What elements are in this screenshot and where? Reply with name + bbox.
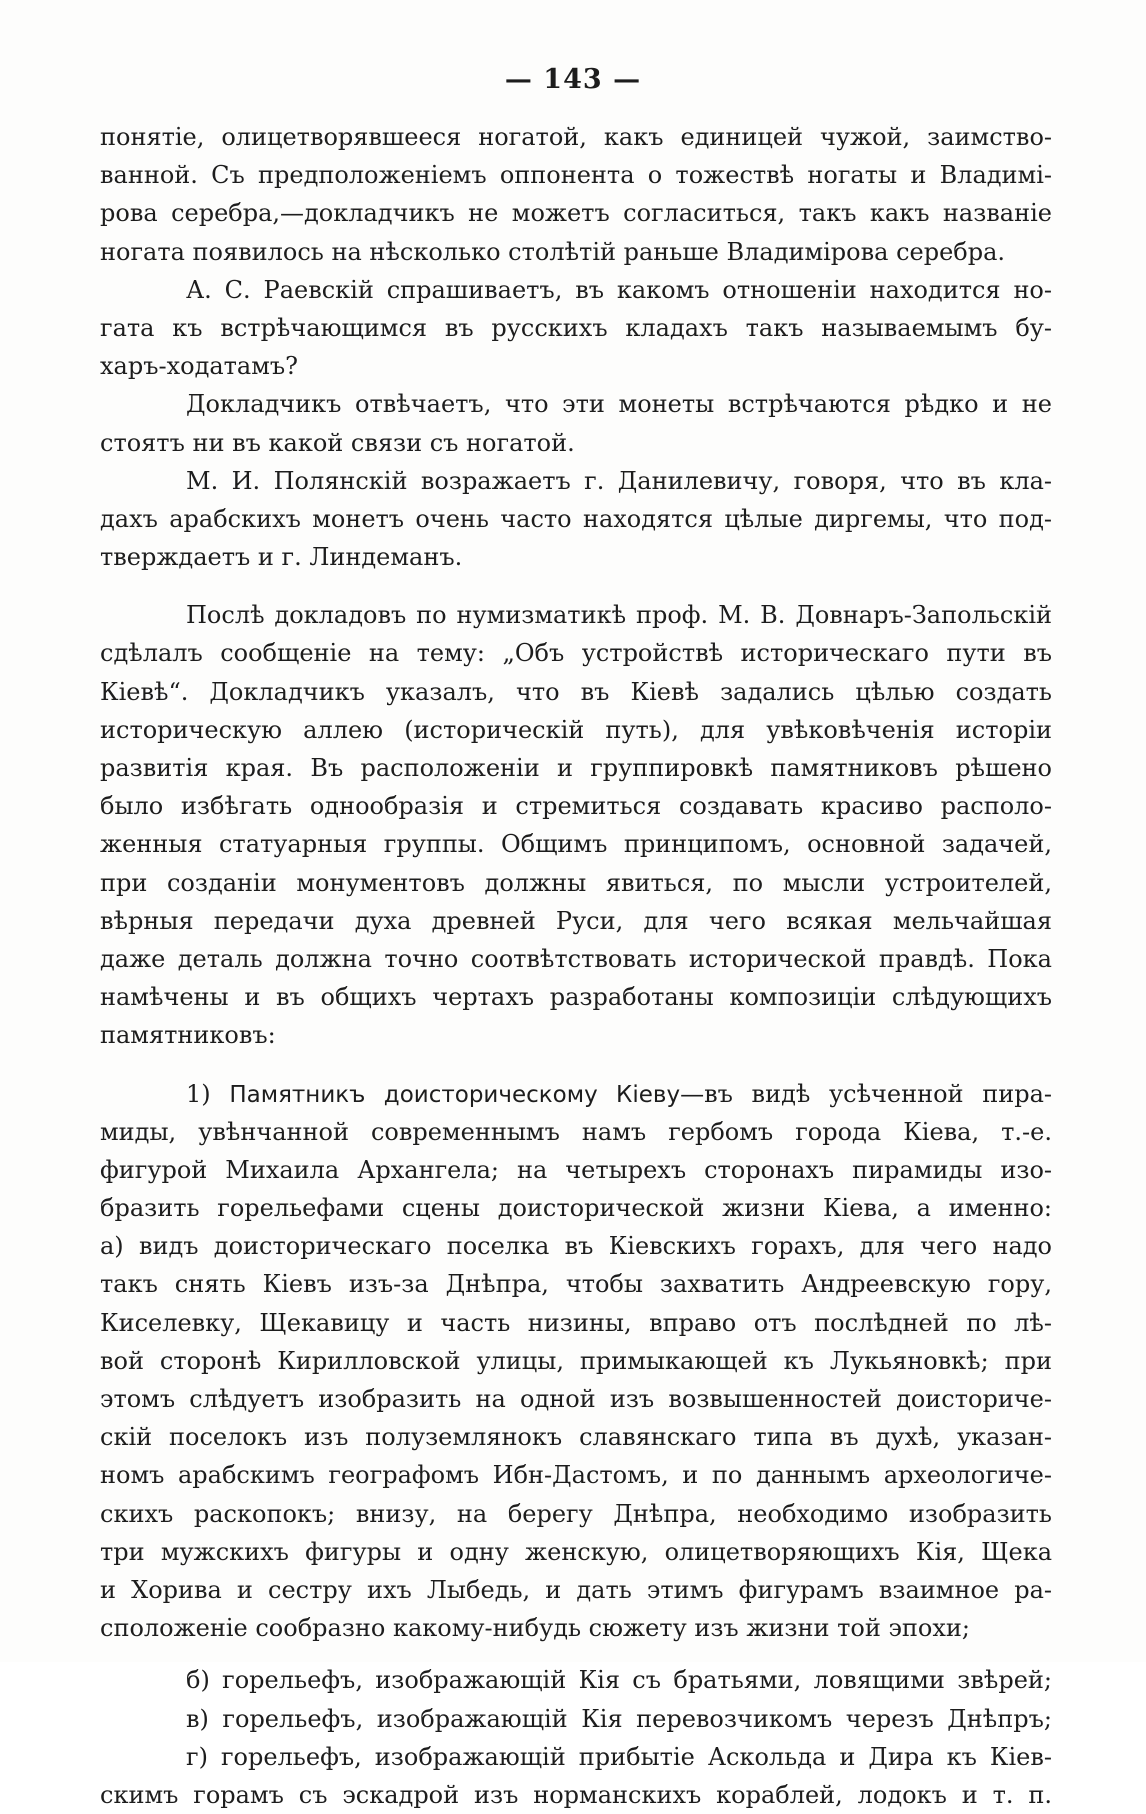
text-line: даже деталь должна точно соотвѣтствовать исторической правдѣ. Пока (100, 944, 1052, 973)
text-line: дахъ арабскихъ монетъ очень часто находятся цѣлые диргемы, что под- (100, 504, 1052, 533)
text-line: сположеніе сообразно какому-нибудь сюжету изъ жизни той эпохи; (100, 1614, 970, 1643)
text-line: этомъ слѣдуетъ изобразить на одной изъ возвышенностей доисториче- (100, 1385, 1052, 1413)
item-number: 1) (186, 1079, 230, 1108)
text-line: М. И. Полянскій возражаетъ г. Данилевичу, говоря, что въ кла- (186, 466, 1052, 495)
text-line: вѣрныя передачи духа древней Руси, для чего всякая мельчайшая (100, 906, 1052, 935)
monument-title: Памятникъ доисторическому Кіеву (229, 1081, 681, 1108)
text-line: такъ снять Кіевъ изъ-за Днѣпра, чтобы захватить Андреевскую гору, (100, 1270, 1052, 1299)
text-line: Кіевѣ“. Докладчикъ указалъ, что въ Кіевѣ задались цѣлью создать (100, 677, 1052, 706)
text-line: Киселевку, Щекавицу и часть низины, вправо отъ послѣдней по лѣ- (100, 1308, 1052, 1337)
text-line: было избѣгать однообразія и стремиться создавать красиво располо- (100, 792, 1052, 821)
text-line: женныя статуарныя группы. Общимъ принципомъ, основной задачей, (100, 830, 1052, 859)
text-line: фигурой Михаила Архангела; на четырехъ сторонахъ пирамиды изо- (100, 1155, 1052, 1184)
text-line: при созданіи монументовъ должны явиться, по мысли устроителей, (100, 868, 1052, 897)
text-line: б) горельефъ, изображающій Кія съ братьями, ловящими звѣрей; (186, 1666, 1052, 1695)
text-line: Докладчикъ отвѣчаетъ, что эти монеты встрѣчаются рѣдко и не (186, 390, 1052, 419)
text-line: понятіе, олицетворявшееся ногатой, какъ единицей чужой, заимство- (100, 123, 1052, 151)
text-line: намѣчены и въ общихъ чертахъ разработаны композиціи слѣдующихъ (100, 983, 1052, 1012)
paragraph-raevsky (100, 271, 1052, 386)
text-line: стоятъ ни въ какой связи съ ногатой. (100, 428, 575, 457)
paragraph-continuation (100, 118, 1052, 271)
text-line: три мужскихъ фигуры и одну женскую, олицетворяющихъ Кія, Щека (100, 1537, 1052, 1566)
body-text (100, 118, 1052, 1814)
item-text: —въ видѣ усѣченной пира- (680, 1079, 1052, 1108)
text-line: тверждаетъ и г. Линдеманъ. (100, 543, 463, 572)
text-line: харъ-ходатамъ? (100, 352, 299, 381)
text-line: скимъ горамъ съ эскадрой изъ норманскихъ кораблей, лодокъ и т. п. (100, 1780, 1052, 1809)
text-line: историческую аллею (историческій путь), для увѣковѣченія исторіи (100, 715, 1052, 744)
text-line: миды, увѣнчанной современнымъ намъ гербомъ города Кіева, т.-е. (100, 1117, 1052, 1146)
text-line: номъ арабскимъ географомъ Ибн-Дастомъ, и по даннымъ археологиче- (100, 1461, 1052, 1490)
text-line: скій поселокъ изъ полуземлянокъ славянскаго типа въ духѣ, указан- (100, 1423, 1052, 1452)
text-line: развитія края. Въ расположеніи и группировкѣ памятниковъ рѣшено (100, 754, 1052, 782)
text-line: гата къ встрѣчающимся въ русскихъ кладахъ такъ называемымъ бу- (100, 313, 1052, 342)
text-line (100, 1075, 1052, 1113)
paragraph-historical-path (100, 596, 1052, 1054)
paragraph-polyansky (100, 462, 1052, 577)
page-number: — 143 — (504, 64, 642, 95)
text-line: рова серебра,—докладчикъ не можетъ согласиться, такъ какъ названіе (100, 199, 1052, 228)
text-line: ногата появилось на нѣсколько столѣтій раньше Владимірова серебра. (100, 237, 1006, 266)
paragraph-reliefs (100, 1661, 1052, 1814)
text-line: скихъ раскопокъ; внизу, на берегу Днѣпра, необходимо изобразить (100, 1499, 1052, 1528)
text-line: г) горельефъ, изображающій прибытіе Аскольда и Дира къ Кіев- (186, 1742, 1052, 1771)
text-line: Послѣ докладовъ по нумизматикѣ проф. М. В. Довнаръ-Запольскій (186, 601, 1052, 630)
text-line: в) горельефъ, изображающій Кія перевозчикомъ черезъ Днѣпръ; (186, 1704, 1052, 1733)
text-line: А. С. Раевскій спрашиваетъ, въ какомъ отношеніи находится но- (186, 275, 1052, 304)
text-line: а) видъ доисторическаго поселка въ Кіевскихъ горахъ, для чего надо (100, 1232, 1052, 1261)
text-line: и Хорива и сестру ихъ Лыбедь, и дать этимъ фигурамъ взаимное ра- (100, 1575, 1052, 1604)
text-line: вой сторонѣ Кирилловской улицы, примыкающей къ Лукьяновкѣ; при (100, 1346, 1052, 1375)
text-line: ванной. Съ предположеніемъ оппонента о тожествѣ ногаты и Владимі- (100, 161, 1052, 190)
paragraph-monument-1 (100, 1075, 1052, 1648)
text-line: памятниковъ: (100, 1021, 276, 1050)
text-line: бразить горельефами сцены доисторической жизни Кіева, а именно: (100, 1194, 1052, 1223)
text-line: сдѣлалъ сообщеніе на тему: „Объ устройствѣ историческаго пути въ (100, 639, 1052, 668)
paragraph-reply (100, 385, 1052, 461)
